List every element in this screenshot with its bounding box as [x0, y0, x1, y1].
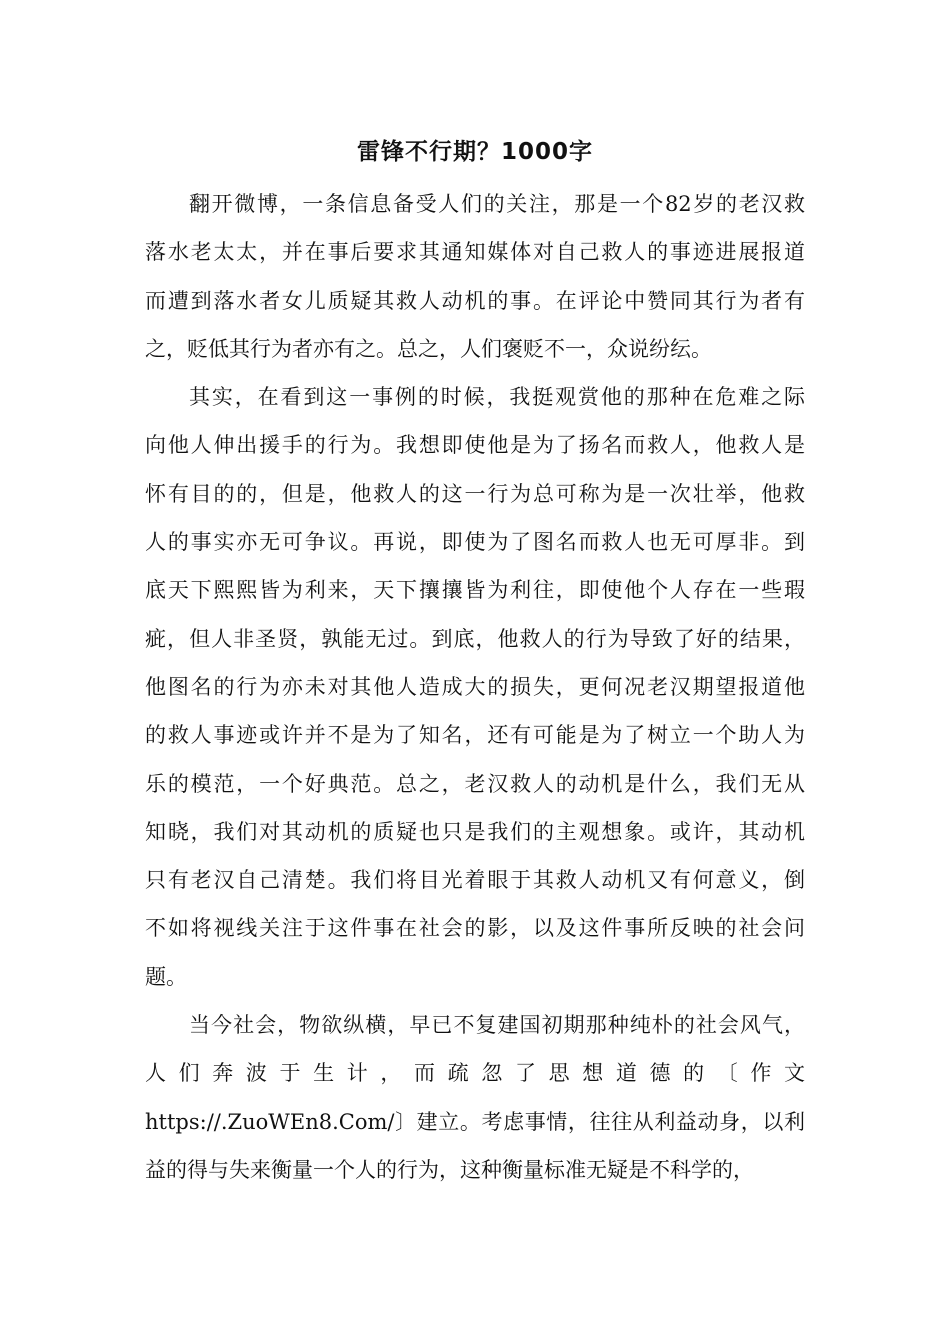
text-line: 他图名的行为亦未对其他人造成大的损失，更何况老汉期望报道他 — [145, 674, 805, 699]
text-line: 怀有目的的，但是，他救人的这一行为总可称为是一次壮举，他救 — [145, 481, 805, 506]
text-line: 当今社会，物欲纵横，早已不复建国初期那种纯朴的社会风气， — [189, 1013, 805, 1038]
text-line: 向他人伸出援手的行为。我想即使他是为了扬名而救人，他救人是 — [145, 433, 805, 458]
text-line: 人们奔波于生计，而疏忽了思想道德的〔作文 — [145, 1061, 805, 1086]
text-line: 题。 — [145, 964, 187, 989]
text-line: 其实，在看到这一事例的时候，我挺观赏他的那种在危难之际 — [189, 385, 805, 410]
text-line: 之，贬低其行为者亦有之。总之，人们褒贬不一，众说纷纭。 — [145, 336, 712, 361]
text-line: 益的得与失来衡量一个人的行为，这种衡量标准无疑是不科学的， — [145, 1157, 754, 1182]
text-line: 不如将视线关注于这件事在社会的影，以及这件事所反映的社会问 — [145, 916, 805, 941]
text-line: 底天下熙熙皆为利来，天下攘攘皆为利往，即使他个人存在一些瑕 — [145, 578, 805, 603]
paragraph-1 — [145, 180, 805, 373]
text-line: 只有老汉自己清楚。我们将目光着眼于其救人动机又有何意义，倒 — [145, 868, 805, 893]
text-line: 乐的模范，一个好典范。总之，老汉救人的动机是什么，我们无从 — [145, 771, 805, 796]
text-line: 人的事实亦无可争议。再说，即使为了图名而救人也无可厚非。到 — [145, 530, 805, 555]
paragraph-2 — [145, 373, 805, 1001]
text-line: 知晓，我们对其动机的质疑也只是我们的主观想象。或许，其动机 — [145, 819, 805, 844]
text-line: 疵，但人非圣贤，孰能无过。到底，他救人的行为导致了好的结果， — [145, 626, 805, 651]
text-line: 的救人事迹或许并不是为了知名，还有可能是为了树立一个助人为 — [145, 723, 805, 748]
text-line: https://.ZuoWEn8.Com/〕建立。考虑事情，往往从利益动身，以利 — [145, 1109, 805, 1134]
document-body — [145, 180, 805, 1194]
text-line: 翻开微博，一条信息备受人们的关注，那是一个82岁的老汉救 — [189, 192, 805, 216]
text-line: 落水老太太，并在事后要求其通知媒体对自己救人的事迹进展报道 — [145, 240, 805, 265]
text-line: 而遭到落水者女儿质疑其救人动机的事。在评论中赞同其行为者有 — [145, 288, 805, 313]
document-title: 雷锋不行期？1000字 — [356, 139, 593, 165]
paragraph-3 — [145, 1001, 805, 1194]
